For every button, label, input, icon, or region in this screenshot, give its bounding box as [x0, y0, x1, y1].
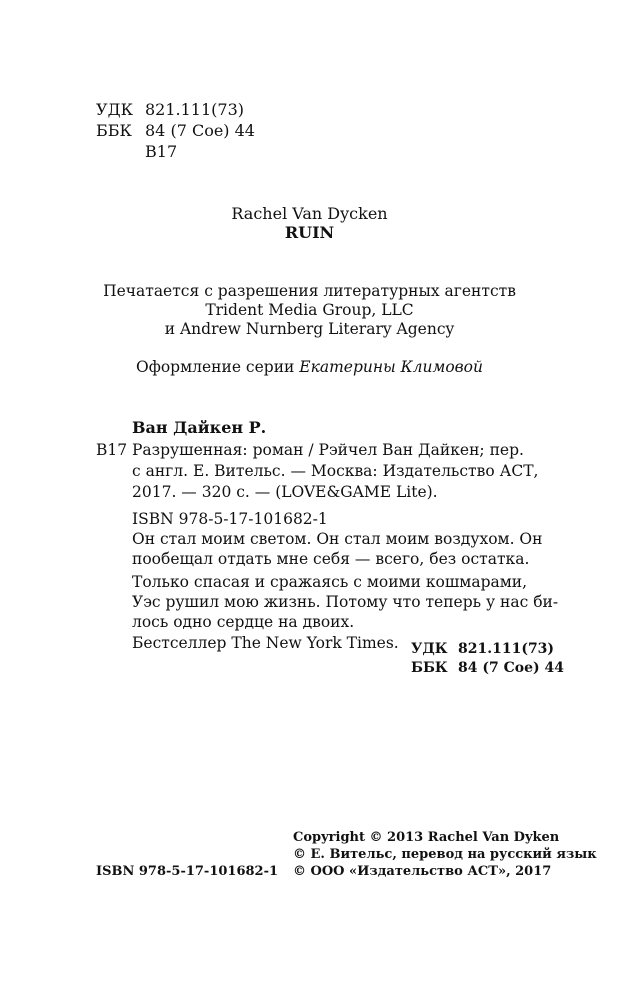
series-design-credit	[0, 357, 619, 377]
design-name: Екатерины Климовой	[299, 358, 483, 376]
author-mark: В17	[145, 142, 178, 161]
footer-isbn: ISBN 978-5-17-101682-1	[96, 864, 279, 879]
design-prefix: Оформление серии	[135, 358, 300, 376]
original-author: Rachel Van Dycken	[231, 204, 388, 223]
permission-line-3: и Andrew Nurnberg Literary Agency	[164, 320, 455, 338]
udk-value: 821.111(73)	[145, 100, 245, 119]
catalog-udk-label: УДК	[411, 641, 448, 657]
catalog-udk-value: 821.111(73)	[458, 641, 555, 657]
annotation-line-6: Бестселлер The New York Times.	[132, 634, 399, 652]
copyright-translation: © Е. Вительс, перевод на русский язык	[293, 847, 597, 862]
annotation-line-4: Уэс рушил мою жизнь. Потому что теперь у нас би-	[132, 593, 559, 611]
annotation-line-5: лось одно сердце на двоих.	[132, 613, 355, 631]
annotation-line-2: пообещал отдать мне себя — всего, без остатка.	[132, 550, 530, 568]
udk-label: УДК	[96, 100, 133, 119]
annotation-line-3: Только спасая и сражаясь с моими кошмарами,	[132, 573, 528, 591]
original-title: RUIN	[284, 223, 335, 242]
bbk-label: ББК	[96, 121, 132, 140]
catalog-desc-line-2: с англ. Е. Вительс. — Москва: Издательство АСТ,	[132, 462, 539, 480]
catalog-mark: В17	[96, 441, 128, 459]
catalog-isbn: ISBN 978-5-17-101682-1	[132, 510, 328, 528]
bbk-value: 84 (7 Сое) 44	[145, 121, 255, 140]
annotation-line-1: Он стал моим светом. Он стал моим воздухом. Он	[132, 530, 543, 548]
catalog-author-heading: Ван Дайкен Р.	[132, 418, 267, 437]
copyright-author: Copyright © 2013 Rachel Van Dyken	[293, 830, 560, 845]
permission-line-2: Trident Media Group, LLC	[205, 301, 414, 319]
catalog-bbk-value: 84 (7 Сое) 44	[458, 660, 564, 676]
copyright-publisher: © ООО «Издательство АСТ», 2017	[293, 864, 552, 879]
permission-line-1: Печатается с разрешения литературных агентств	[103, 282, 516, 300]
catalog-desc-line-3: 2017. — 320 с. — (LOVE&GAME Lite).	[132, 483, 438, 501]
catalog-bbk-label: ББК	[411, 660, 448, 676]
catalog-desc-line-1: Разрушенная: роман / Рэйчел Ван Дайкен; пер.	[132, 441, 524, 459]
